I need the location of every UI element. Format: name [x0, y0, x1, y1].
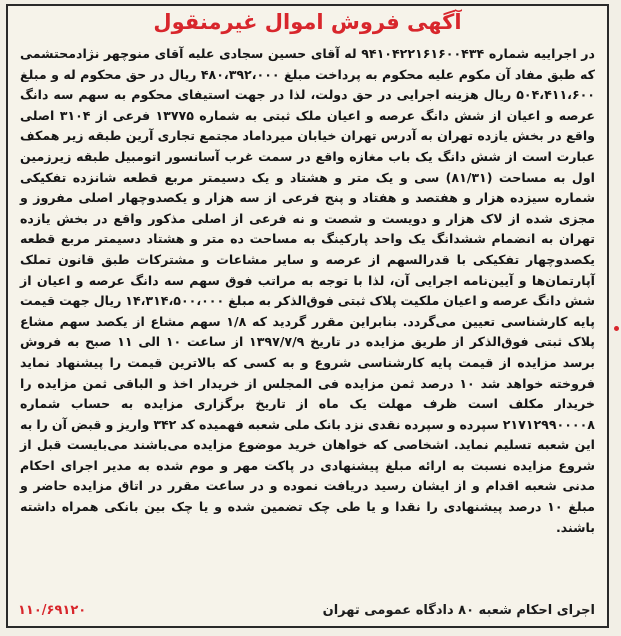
- notice-code: ۱۱۰/۶۹۱۲۰: [18, 602, 87, 618]
- notice-body: در اجراییه شماره ۹۴۱۰۴۲۲۱۶۱۶۰۰۴۳۴ له آقای حسین سجادی علیه آقای منوچهر نژادمحتشمی که طبق مفاد آن مکوم علیه محکوم به پرداخت مبلغ ۴۸۰،۳۹۲،۰۰۰ ریال در حق محکوم له و مبلغ ۵۰۴،۴۱۱،۶۰۰ ریال هزینه اجرایی در حق دولت، لذا در جهت استیفای محکوم به سهم سه دانگ عرصه و اعیان از شش دانگ عرصه و اعیان ملک ثبتی به شماره ۱۳۷۷۵ فرعی از ۳۱۰۴ اصلی واقع در بخش یازده تهران به آدرس تهران خیابان میرداماد مجتمع تجاری آرین طبقه زیر همکف عبارت است از شش دانگ یک باب مغازه واقع در سمت غرب آسانسور اتومبیل طبقه زیرزمین اول به مساحت (۸۱/۳۱) سی و یک متر و هشتاد و یک دسیمتر مربع قطعه شانزده تفکیکی شماره سیزده هزار و هفتصد و هفتاد و پنج فرعی از سه هزار و یکصدوچهار اصلی مفروز و مجزی شده از لاک هزار و دویست و شصت و نه فرعی از اصلی مذکور واقع در بخش یازده تهران به انضمام ششدانگ یک واحد پارکینگ به مساحت ده متر و هشتاد دسیمتر مربع قطعه یکصدوچهار تفکیکی با قدرالسهم از عرصه و سایر مشاعات و مشترکات طبق قانون تملک آپارتمان‌ها و آیین‌نامه اجرایی آن، لذا با توجه به مراتب فوق سهم سه دانگ عرصه و اعیان از شش دانگ عرصه و اعیان ملکیت پلاک ثبتی فوق‌الذکر به مبلغ ۱۴،۳۱۴،۵۰۰،۰۰۰ ریال جهت قیمت پایه کارشناسی تعیین می‌گردد. بنابراین مقرر گردید که ۱/۸ سهم مشاع از یکصد سهم مشاع پلاک ثبتی فوق‌الذکر از طریق مزایده در تاریخ ۱۳۹۷/۷/۹ از ساعت ۱۰ الی ۱۱ صبح به فروش برسد مزایده از قیمت پایه کارشناسی شروع و به کسی که بالاترین قیمت را پیشنهاد نماید فروخته خواهد شد ۱۰ درصد ثمن مزایده فی المجلس از خریدار اخذ و الباقی ثمن مزایده را خریدار مکلف است ظرف مهلت یک ماه از تاریخ برگزاری مزایده به حساب شماره ۲۱۷۱۲۹۹۰۰۰۰۸ سپرده و سپرده نقدی نزد بانک ملی شعبه فهمیده کد ۳۴۲ واریز و قبض آن را به این شعبه تسلیم نماید. اشخاصی که خواهان خرید موضوع مزایده می‌باشند می‌بایست قبل از شروع مزایده نسبت به ارائه مبلغ پیشنهادی در پاکت مهر و موم شده به مدیر اجرای احکام مدنی شعبه اقدام و از ایشان رسید دریافت نموده و در ساعت مقرر در اتاق مزایده حاضر و مبلغ ۱۰ درصد پیشنهادی را نقدا و یا طی چک تضمین شده و یا چک بین بانکی همراه داشته باشند.: [20, 46, 596, 535]
- notice-frame: [6, 4, 609, 628]
- page-edge-dot: [614, 326, 619, 331]
- notice-title: آگهی فروش اموال غیرمنقول: [153, 10, 462, 34]
- notice-footer: [18, 600, 595, 620]
- notice-issuer: اجرای احکام شعبه ۸۰ دادگاه عمومی تهران: [322, 602, 595, 618]
